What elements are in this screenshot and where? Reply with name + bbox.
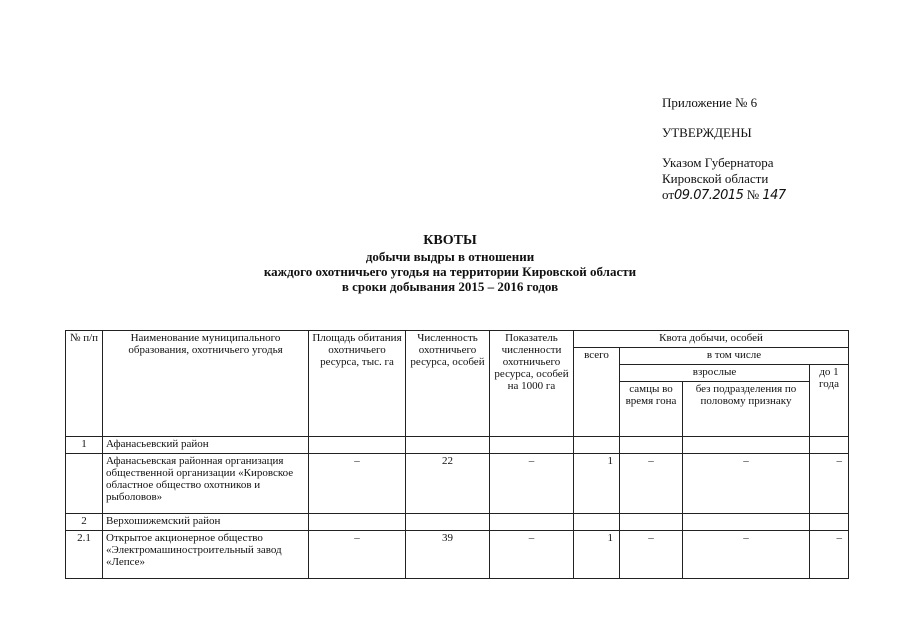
title-line1: добычи выдры в отношении [365, 249, 535, 264]
appendix-number: Приложение № 6 [662, 95, 758, 110]
row-males: – [620, 454, 683, 514]
row-total: 1 [574, 531, 620, 579]
header-adults: взрослые [620, 365, 810, 382]
handwritten-date: 09.07.2015 [674, 188, 744, 203]
row-total: 1 [574, 454, 620, 514]
row-num: 1 [66, 437, 103, 454]
quota-table [65, 330, 849, 579]
row-population: 39 [406, 531, 490, 579]
row-name: Верхошижемский район [103, 514, 309, 531]
row-name: Афанасьевский район [103, 437, 309, 454]
row-under1: – [810, 531, 849, 579]
row-area: – [309, 531, 406, 579]
table-row [66, 514, 849, 531]
row-num: 2.1 [66, 531, 103, 579]
header-including: в том числе [620, 348, 849, 365]
title-main: КВОТЫ [423, 233, 477, 248]
header-density: Показатель численности охотничьего ресурса, особей на 1000 га [490, 331, 574, 437]
decree-date-line [662, 187, 786, 204]
row-density: – [490, 454, 574, 514]
header-name: Наименование муниципального образования, охотничьего угодья [103, 331, 309, 437]
header-no-sex: без подразделения по половому признаку [683, 382, 810, 437]
header-population: Численность охотничьего ресурса, особей [406, 331, 490, 437]
row-density: – [490, 531, 574, 579]
title-line3: в сроки добывания 2015 – 2016 годов [341, 279, 559, 294]
row-under1: – [810, 454, 849, 514]
number-prefix: № [746, 187, 760, 202]
approved-by-line2: Кировской области [662, 171, 769, 186]
row-area: – [309, 454, 406, 514]
header-males: самцы во время гона [620, 382, 683, 437]
document-title [130, 233, 770, 294]
row-no-sex: – [683, 454, 810, 514]
row-num: 2 [66, 514, 103, 531]
header-area: Площадь обитания охотничьего ресурса, тыс. га [309, 331, 406, 437]
row-males: – [620, 531, 683, 579]
header-quota: Квота добычи, особей [574, 331, 849, 348]
row-num [66, 454, 103, 514]
table-row [66, 437, 849, 454]
header-under1: до 1 года [810, 365, 849, 437]
title-line2: каждого охотничьего угодья на территории Кировской области [263, 264, 637, 279]
approved-label: УТВЕРЖДЕНЫ [662, 125, 752, 140]
header-total: всего [574, 348, 620, 437]
row-no-sex: – [683, 531, 810, 579]
table-row [66, 531, 849, 579]
table-row [66, 454, 849, 514]
appendix-block [662, 95, 786, 204]
handwritten-number: 147 [762, 188, 786, 203]
row-name: Открытое акционерное общество «Электромашиностроительный завод «Лепсе» [103, 531, 309, 579]
row-population: 22 [406, 454, 490, 514]
row-name: Афанасьевская районная организация общественной организации «Кировское областное общество охотников и рыболовов» [103, 454, 309, 514]
header-num: № п/п [66, 331, 103, 437]
approved-by-line1: Указом Губернатора [662, 155, 774, 170]
date-prefix: от [662, 187, 675, 202]
